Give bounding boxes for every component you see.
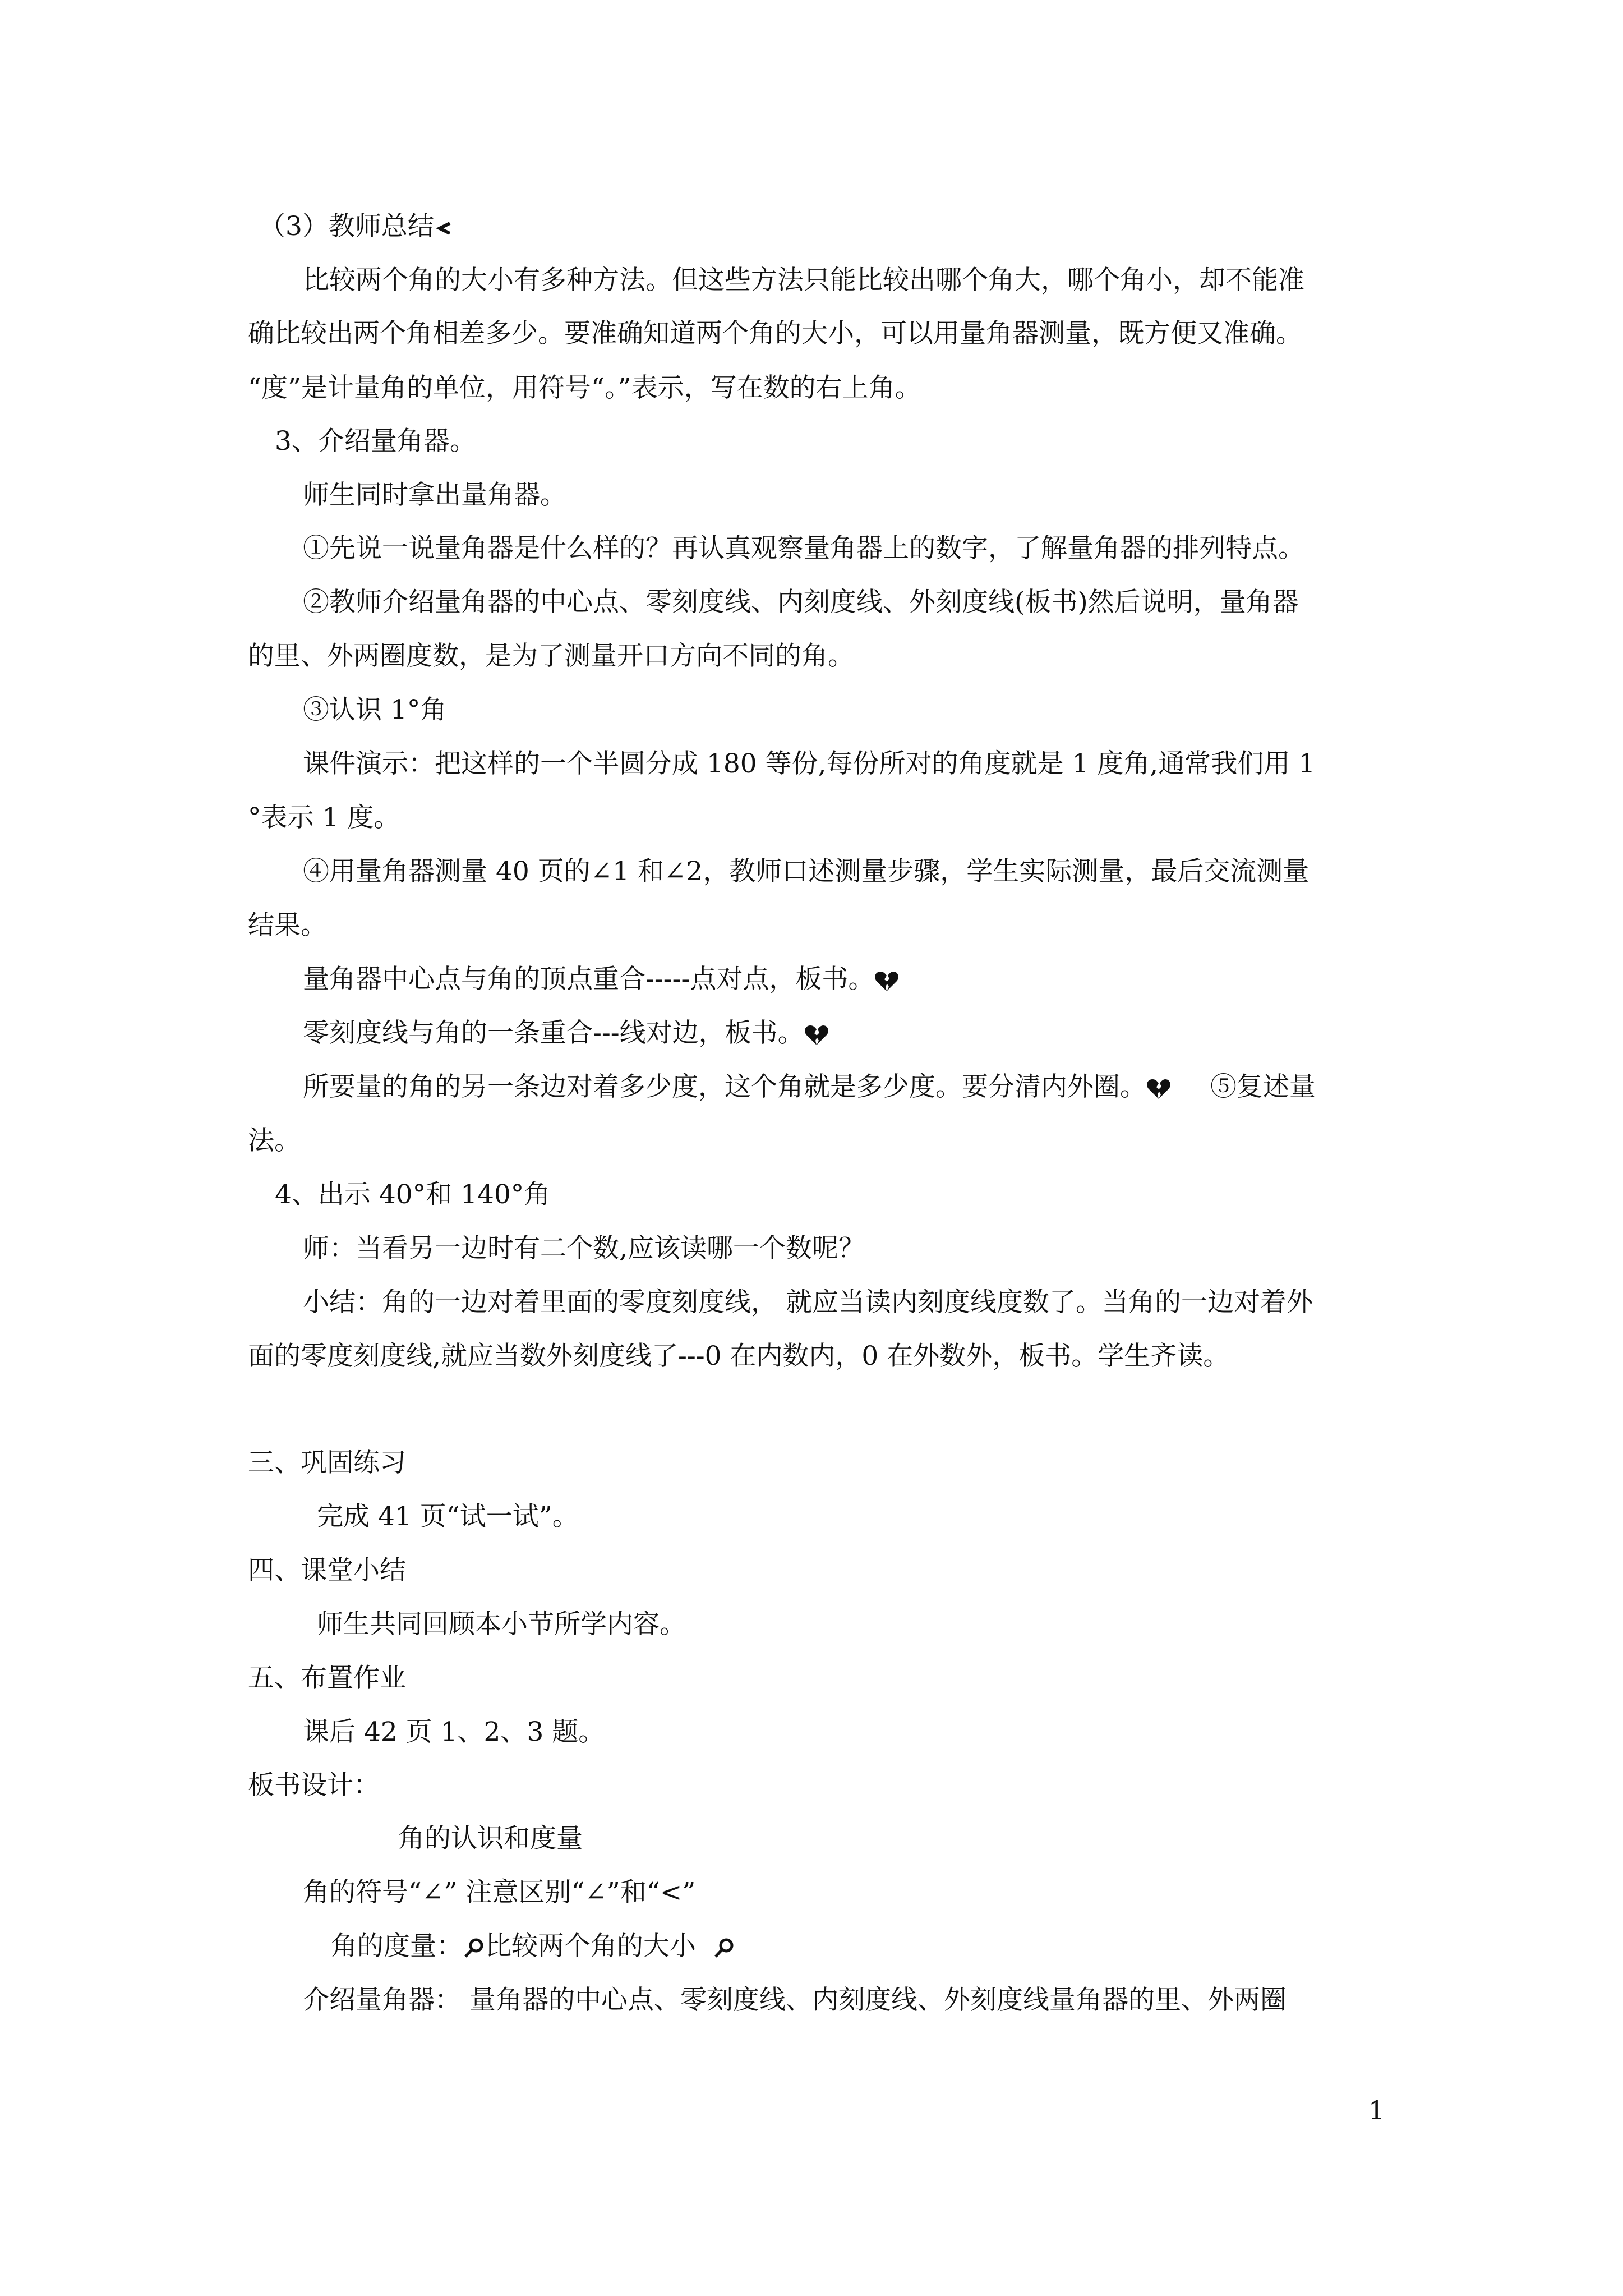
text-line: （3）教师总结 [259, 210, 454, 243]
text-line: 比较两个角的大小有多种方法。但这些方法只能比较出哪个角大，哪个角小，却不能准 [303, 265, 1304, 296]
text-line: 课件演示：把这样的一个半圆分成 180 等份,每份所对的角度就是 1 度角,通常我们用 1 [303, 748, 1316, 779]
page-number: 1 [1368, 2095, 1385, 2125]
text-line: °表示 1 度。 [248, 802, 400, 833]
section-heading: 板书设计： [248, 1770, 380, 1801]
section-heading: 3、介绍量角器。 [275, 426, 476, 457]
text-line: 完成 41 页“试一试”。 [317, 1501, 579, 1532]
text-line: “度”是计量角的单位，用符号“。”表示，写在数的右上角。 [248, 372, 921, 403]
text-line: 面的零度刻度线,就应当数外刻度线了---0 在内数内，0 在外数外，板书。学生齐读。 [248, 1341, 1230, 1372]
magnifier-icon [713, 1937, 735, 1959]
text-line: 法。 [248, 1125, 301, 1156]
text-line: 所要量的角的另一条边对着多少度，这个角就是多少度。要分清内外圈。 ⑤复述量 [303, 1071, 1316, 1102]
section-heading: 四、课堂小结 [248, 1555, 406, 1586]
text-line: 角的符号“∠” 注意区别“∠”和“<” [303, 1877, 696, 1908]
text-line: 的里、外两圈度数，是为了测量开口方向不同的角。 [248, 641, 854, 671]
broken-heart-icon [1146, 1078, 1171, 1100]
text-line: 零刻度线与角的一条重合---线对边，板书。 [303, 1016, 829, 1050]
text-line: 确比较出两个角相差多少。要准确知道两个角的大小，可以用量角器测量，既方便又准确。 [248, 318, 1302, 349]
text-line: ①先说一说量角器是什么样的？再认真观察量角器上的数字，了解量角器的排列特点。 [303, 533, 1304, 564]
text-line: 师：当看另一边时有二个数,应该读哪一个数呢？ [303, 1233, 865, 1264]
text-line: 角的度量： 比较两个角的大小 [331, 1930, 735, 1963]
board-title: 角的认识和度量 [398, 1823, 583, 1854]
broken-heart-icon [804, 1024, 829, 1046]
section-heading: 三、巩固练习 [248, 1447, 406, 1478]
text-line: 介绍量角器： 量角器的中心点、零刻度线、内刻度线、外刻度线量角器的里、外两圈 [303, 1985, 1287, 2016]
text-line: 师生同时拿出量角器。 [303, 480, 566, 510]
chevron-left-icon [434, 218, 454, 238]
section-heading: 五、布置作业 [248, 1663, 406, 1694]
text-line: 小结：角的一边对着里面的零度刻度线， 就应当读内刻度线度数了。当角的一边对着外 [303, 1287, 1313, 1318]
text-line: 师生共同回顾本小节所学内容。 [317, 1609, 686, 1640]
text-line: ④用量角器测量 40 页的∠1 和∠2，教师口述测量步骤，学生实际测量，最后交流测量 [303, 856, 1310, 887]
text-line: ③认识 1°角 [303, 694, 447, 725]
magnifier-icon [463, 1937, 485, 1959]
broken-heart-icon [874, 970, 899, 992]
text-line: 课后 42 页 1、2、3 题。 [303, 1717, 605, 1747]
section-heading: 4、出示 40°和 140°角 [275, 1179, 551, 1210]
text-line: ②教师介绍量角器的中心点、零刻度线、内刻度线、外刻度线(板书)然后说明，量角器 [303, 587, 1299, 618]
text-line: 结果。 [248, 910, 327, 941]
text-line: 量角器中心点与角的顶点重合-----点对点，板书。 [303, 963, 899, 996]
